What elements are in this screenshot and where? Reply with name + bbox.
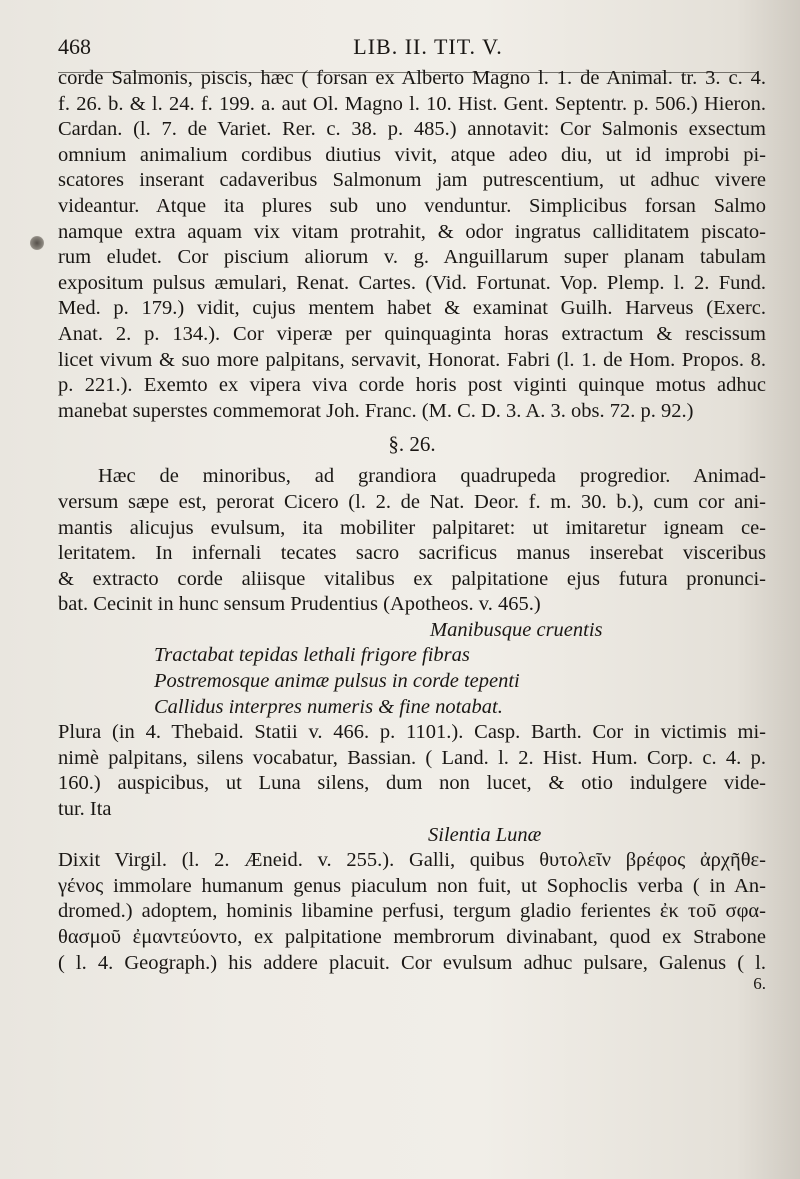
verse-line: Postremosque animæ pulsus in corde tepenti — [154, 670, 520, 693]
text-line: Cardan. (l. 7. de Variet. Rer. c. 38. p. 485.) annotavit: Cor Salmonis exsectum — [58, 118, 766, 141]
page-number: 468 — [58, 34, 91, 59]
text-line: rum eludet. Cor piscium aliorum v. g. Anguillarum super planam tabulam — [58, 246, 766, 269]
text-line: omnium animalium cordibus diutius vivit, atque adeo diu, ut id improbi pi- — [58, 143, 766, 166]
ink-smudge — [30, 236, 44, 250]
body-text — [58, 66, 766, 996]
paragraph-1 — [58, 66, 766, 424]
text-line: Plura (in 4. Thebaid. Statii v. 466. p. 1101.). Casp. Barth. Cor in victimis mi- — [58, 721, 766, 744]
text-line: tur. Ita — [58, 798, 112, 821]
text-line: leritatem. In infernali tecates sacro sacrificus manus inserebat visceribus — [58, 542, 766, 565]
paragraph-3 — [58, 720, 766, 822]
text-line: θασμοῦ ἐμαντεύοντο, ex palpitatione membrorum divinabant, quod ex Strabone — [58, 926, 766, 948]
verse-line: Callidus interpres numeris & fine notabat. — [154, 695, 503, 718]
text-line: Anat. 2. p. 134.). Cor viperæ per quinquaginta horas extractum & rescissum — [58, 322, 766, 345]
text-line: ( l. 4. Geograph.) his addere placuit. Cor evulsum adhuc pulsare, Galenus ( l. — [58, 951, 766, 974]
verse-quotation-1 — [58, 618, 766, 720]
text-line: dromed.) adoptem, hominis libamine perfusi, tergum gladio ferientes ἐκ τοῦ σφα- — [58, 900, 766, 923]
verse-quotation-2: Silentia Lunæ — [428, 823, 542, 846]
text-line: f. 26. b. & l. 24. f. 199. a. aut Ol. Magno l. 10. Hist. Gent. Septentr. p. 506.) Hieron. — [58, 92, 766, 115]
text-line: nimè palpitans, silens vocabatur, Bassian. ( Land. l. 2. Hist. Hum. Corp. c. 4. p. — [58, 746, 766, 769]
text-line: manebat superstes commemorat Joh. Franc. (M. C. D. 3. A. 3. obs. 72. p. 92.) — [58, 399, 694, 422]
text-line: Med. p. 179.) vidit, cujus mentem habet & examinat Guilh. Harveus (Exerc. — [58, 297, 766, 320]
text-line: licet vivum & suo more palpitans, servavit, Honorat. Fabri (l. 1. de Hom. Propos. 8. — [58, 348, 766, 371]
catchword: 6. — [753, 976, 766, 994]
verse-line: Manibusque cruentis — [430, 618, 603, 641]
page-header — [58, 34, 758, 68]
text-line: videantur. Atque ita plures sub uno venduntur. Simplicibus forsan Salmo — [58, 194, 766, 217]
running-head: LIB. II. TIT. V. — [353, 34, 503, 59]
text-line: 160.) auspicibus, ut Luna silens, dum non lucet, & otio indulgere vide- — [58, 772, 766, 795]
text-line: γένος immolare humanum genus piaculum non fuit, ut Sophoclis verba ( in An- — [58, 874, 766, 897]
text-line: p. 221.). Exemto ex vipera viva corde horis post viginti quinque motus adhuc — [58, 374, 766, 397]
paragraph-4 — [58, 848, 766, 976]
text-line: corde Salmonis, piscis, hæc ( forsan ex Alberto Magno l. 1. de Animal. tr. 3. c. 4. — [58, 67, 766, 89]
verse-line: Tractabat tepidas lethali frigore fibras — [154, 644, 470, 667]
text-line: Hæc de minoribus, ad grandiora quadrupeda progredior. Animad- — [98, 465, 766, 488]
paragraph-2 — [58, 464, 766, 618]
text-line: scatores inserant cadaveribus Salmonum jam putrescentium, ut adhuc vivere — [58, 169, 766, 192]
text-line: mantis alicujus evulsum, ita mobiliter palpitaret: ut imitaretur igneam ce- — [58, 516, 766, 539]
text-line: bat. Cecinit in hunc sensum Prudentius (Apotheos. v. 465.) — [58, 593, 541, 616]
text-line: Dixit Virgil. (l. 2. Æneid. v. 255.). Galli, quibus θυτολεῖν βρέφος ἀρχῆθε- — [58, 849, 766, 872]
text-line: namque extra aquam vix vitam protrahit, & odor ingratus calliditatem piscato- — [58, 220, 766, 243]
text-line: expositum pulsus æmulari, Renat. Cartes. (Vid. Fortunat. Vop. Plemp. l. 2. Fund. — [58, 271, 766, 294]
section-heading: §. 26. — [388, 432, 436, 457]
text-line: & extracto corde aliisque vitalibus ex palpitatione ejus futura pronunci- — [58, 567, 766, 590]
text-line: versum sæpe est, perorat Cicero (l. 2. de Nat. Deor. f. m. 30. b.), cum cor ani- — [58, 490, 766, 513]
